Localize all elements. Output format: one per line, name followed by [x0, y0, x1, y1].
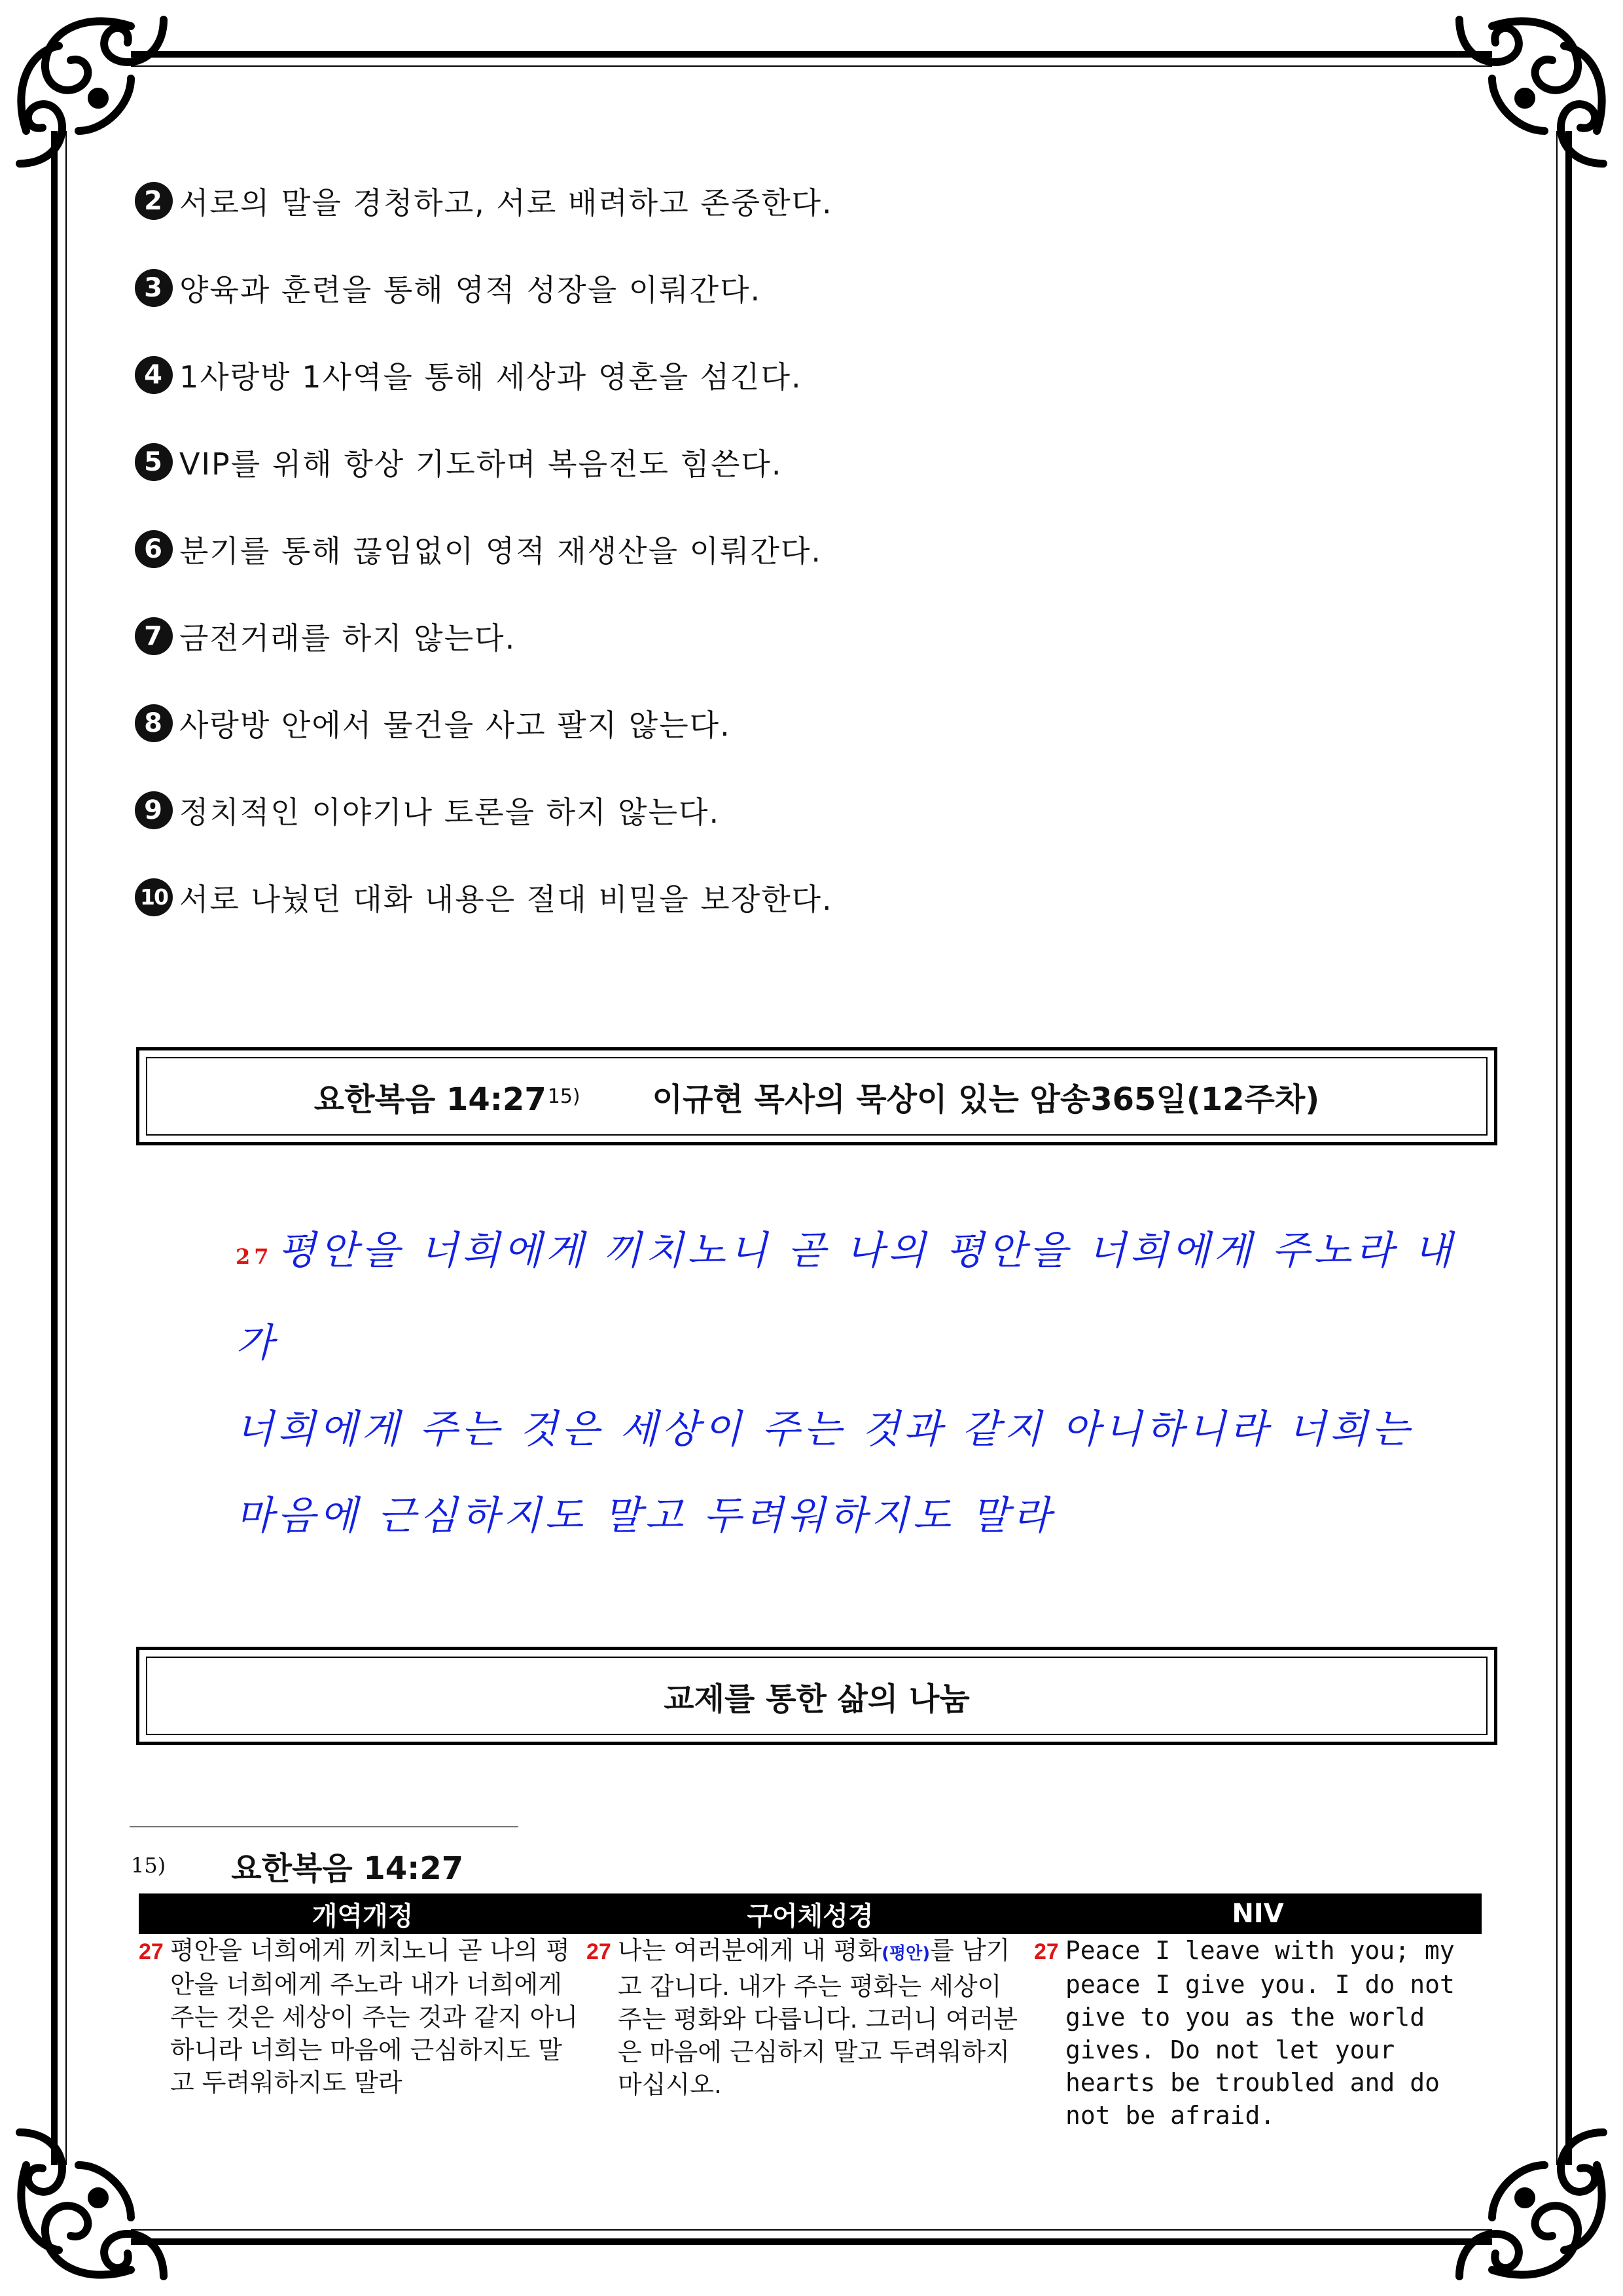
corner-ornament-icon [1427, 0, 1623, 196]
krv-cell [139, 1934, 586, 2132]
table-header [139, 1893, 1482, 1934]
verse-reference: 요한복음 14:27 [313, 1081, 546, 1118]
footnote-divider [130, 1826, 518, 1827]
verse-header-box [136, 1047, 1497, 1145]
colloquial-text-rest: 를 남기고 갑니다. 내가 주는 평화는 세상이 주는 평화와 다릅니다. 그러니 여러분은 마음에 근심하지 말고 두려워하지 마십시오. [618, 1936, 1018, 2099]
verse-number: 27 [586, 1939, 611, 1964]
rule-text: VIP를 위해 항상 기도하며 복음전도 힘쓴다. [179, 446, 783, 482]
rule-text: 서로의 말을 경청하고, 서로 배려하고 존중한다. [179, 185, 833, 221]
rule-number: 8 [135, 704, 173, 742]
verse-box-subtitle: 이규현 목사의 묵상이 있는 암송365일(12주차) [652, 1081, 1320, 1118]
footnote-number: 15) [131, 1853, 166, 1878]
verse-number: 27 [1034, 1939, 1059, 1964]
rule-item [135, 853, 1444, 941]
rule-number: 2 [135, 182, 173, 220]
rule-item [135, 244, 1444, 331]
verse-line: 평안을 너희에게 끼치노니 곧 나의 평안을 너희에게 주노라 내가 [236, 1228, 1456, 1366]
rule-item [135, 679, 1444, 766]
niv-cell [1034, 1934, 1482, 2132]
rule-text: 분기를 통해 끊임없이 영적 재생산을 이뤄간다. [179, 533, 823, 569]
rule-item [135, 418, 1444, 505]
rule-item [135, 592, 1444, 679]
footnote-mark[interactable]: 15) [547, 1085, 580, 1108]
verse-line: 마음에 근심하지도 말고 두려워하지도 말라 [236, 1493, 1055, 1539]
verse-number: 27 [139, 1939, 164, 1964]
sharing-title: 교제를 통한 삶의 나눔 [664, 1680, 970, 1717]
niv-text: Peace I leave with you; my peace I give you. I do not give to you as the world gives. Do not let your hearts be troubled and do not be afraid. [1065, 1936, 1455, 2130]
verse-line: 너희에게 주는 것은 세상이 주는 것과 같지 아니하니라 너희는 [236, 1407, 1414, 1452]
colloquial-note: (평안) [882, 1944, 931, 1964]
translations-table [139, 1893, 1482, 2132]
rule-number: 10 [135, 878, 173, 916]
header-colloquial: 구어체성경 [747, 1901, 874, 1931]
sharing-header-box [136, 1647, 1497, 1745]
rule-item [135, 505, 1444, 592]
rule-number: 5 [135, 443, 173, 481]
rule-item [135, 157, 1444, 244]
rule-text: 1사랑방 1사역을 통해 세상과 영혼을 섬긴다. [179, 359, 802, 395]
memory-verse [236, 1208, 1479, 1559]
header-niv: NIV [1232, 1899, 1284, 1929]
footnote-title: 요한복음 14:27 [231, 1850, 464, 1887]
colloquial-cell [586, 1934, 1034, 2132]
rule-number: 7 [135, 617, 173, 655]
rule-number: 3 [135, 269, 173, 307]
footnote [131, 1846, 463, 1885]
rule-number: 9 [135, 791, 173, 829]
rule-text: 서로 나눴던 대화 내용은 절대 비밀을 보장한다. [179, 881, 833, 917]
rule-text: 사랑방 안에서 물건을 사고 팔지 않는다. [179, 707, 731, 743]
table-row [139, 1934, 1482, 2132]
krv-text: 평안을 너희에게 끼치노니 곧 나의 평안을 너희에게 주노라 내가 너희에게 주는 것은 세상이 주는 것과 같지 아니하니라 너희는 마음에 근심하지도 말고 두려워하지도 말라 [169, 1936, 579, 2097]
rule-item [135, 331, 1444, 418]
rule-text: 금전거래를 하지 않는다. [179, 620, 516, 656]
colloquial-text: 나는 여러분에게 내 평화 [617, 1936, 882, 1965]
rule-number: 6 [135, 530, 173, 568]
rule-number: 4 [135, 356, 173, 394]
rule-item [135, 766, 1444, 853]
verse-number: 27 [236, 1244, 273, 1269]
rule-text: 정치적인 이야기나 토론을 하지 않는다. [179, 794, 721, 830]
rule-text: 양육과 훈련을 통해 영적 성장을 이뤄간다. [179, 272, 762, 308]
header-krv: 개역개정 [312, 1901, 414, 1931]
group-rules-list [135, 157, 1444, 941]
